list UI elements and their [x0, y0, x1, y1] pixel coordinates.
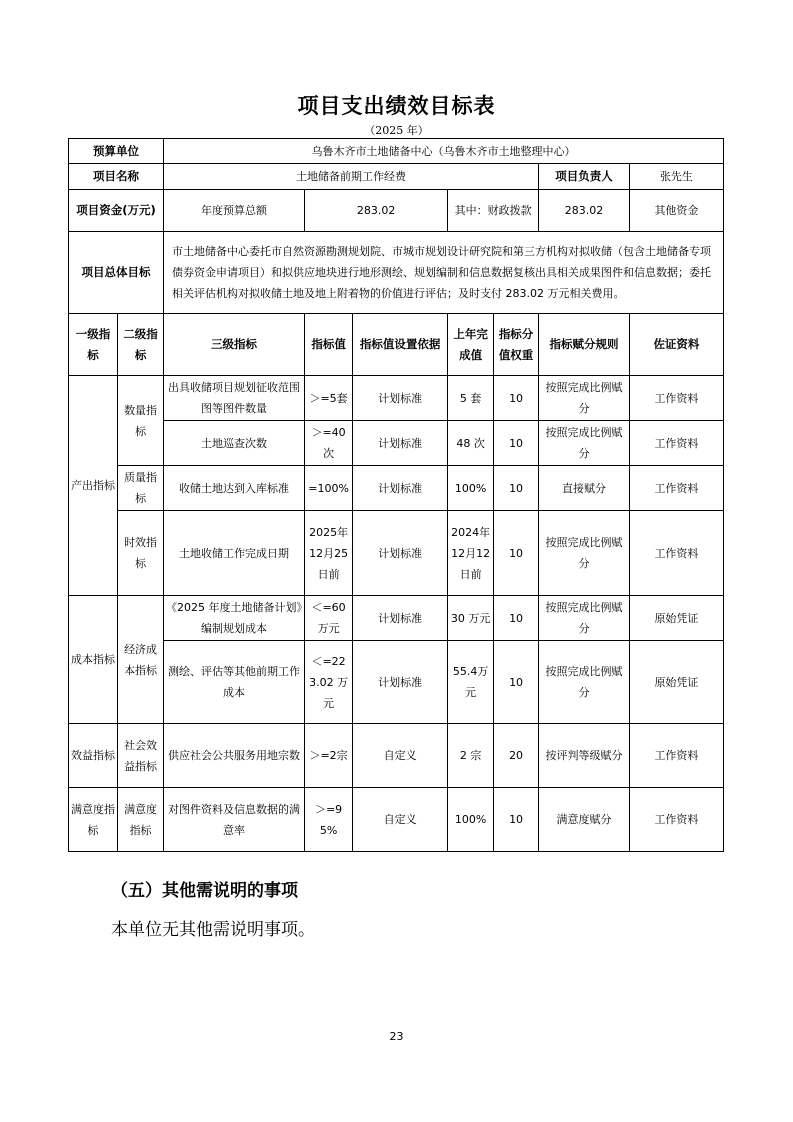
table-row: [69, 724, 724, 788]
indicator-value: =100%: [305, 466, 353, 511]
group-satisfaction: 满意度指标: [69, 788, 118, 852]
indicator-weight: 10: [494, 466, 539, 511]
indicator-rule: 满意度赋分: [539, 788, 630, 852]
indicator-value: ＞=95%: [305, 788, 353, 852]
group-satisfaction-sub: 满意度指标: [118, 788, 164, 852]
indicator-weight: 10: [494, 641, 539, 724]
col-level2: 二级指标: [118, 314, 164, 376]
col-rule: 指标赋分规则: [539, 314, 630, 376]
indicator-name: 出具收储项目规划征收范围图等图件数量: [164, 376, 305, 421]
indicator-weight: 10: [494, 788, 539, 852]
table-row: [69, 788, 724, 852]
indicator-weight: 10: [494, 376, 539, 421]
indicator-evidence: 工作资料: [629, 511, 723, 596]
column-header-row: [69, 314, 724, 376]
section-heading: （五）其他需说明的事项: [111, 881, 298, 901]
group-quantity: 数量指标: [118, 376, 164, 466]
indicator-name: 《2025 年度土地储备计划》编制规划成本: [164, 596, 305, 641]
indicator-name: 收储土地达到入库标准: [164, 466, 305, 511]
project-name-value: 土地储备前期工作经费: [164, 164, 539, 190]
indicator-value: ＞=5套: [305, 376, 353, 421]
annual-total-label: 年度预算总额: [164, 190, 305, 232]
indicator-basis: 自定义: [353, 788, 448, 852]
col-level1: 一级指标: [69, 314, 118, 376]
indicator-evidence: 工作资料: [629, 376, 723, 421]
indicator-basis: 计划标准: [353, 511, 448, 596]
indicator-rule: 按评判等级赋分: [539, 724, 630, 788]
table-row: [69, 596, 724, 641]
table-row: [69, 511, 724, 596]
indicator-last: 55.4万元: [448, 641, 494, 724]
indicator-rule: 按照完成比例赋分: [539, 511, 630, 596]
indicator-evidence: 工作资料: [629, 466, 723, 511]
indicator-value: ＞=40次: [305, 421, 353, 466]
indicator-weight: 20: [494, 724, 539, 788]
col-evidence: 佐证资料: [629, 314, 723, 376]
indicator-name: 土地巡查次数: [164, 421, 305, 466]
group-benefit: 效益指标: [69, 724, 118, 788]
col-value: 指标值: [305, 314, 353, 376]
indicator-last: 2024年12月12日前: [448, 511, 494, 596]
year-label: （2025 年）: [364, 124, 429, 137]
page-number: 23: [389, 1030, 404, 1043]
indicator-evidence: 工作资料: [629, 788, 723, 852]
table-row: [69, 376, 724, 421]
annual-total-value: 283.02: [305, 190, 448, 232]
col-level3: 三级指标: [164, 314, 305, 376]
overall-goal-label: 项目总体目标: [69, 232, 164, 314]
indicator-value: 2025年12月25日前: [305, 511, 353, 596]
indicator-basis: 计划标准: [353, 421, 448, 466]
project-lead-value: 张先生: [629, 164, 723, 190]
group-cost: 成本指标: [69, 596, 118, 724]
indicator-value: ＜=223.02 万元: [305, 641, 353, 724]
indicator-weight: 10: [494, 511, 539, 596]
indicator-evidence: 原始凭证: [629, 596, 723, 641]
page-title: 项目支出绩效目标表: [297, 94, 496, 118]
overall-goal-row: [69, 232, 724, 314]
funds-label: 项目资金(万元): [69, 190, 164, 232]
table-row: [69, 466, 724, 511]
indicator-last: 5 套: [448, 376, 494, 421]
indicator-rule: 按照完成比例赋分: [539, 421, 630, 466]
group-economic-cost: 经济成本指标: [118, 596, 164, 724]
col-basis: 指标值设置依据: [353, 314, 448, 376]
indicator-rule: 按照完成比例赋分: [539, 641, 630, 724]
indicator-name: 测绘、评估等其他前期工作成本: [164, 641, 305, 724]
indicator-value: ＞=2宗: [305, 724, 353, 788]
overall-goal-value: 市土地储备中心委托市自然资源勘测规划院、市城市规划设计研究院和第三方机构对拟收储（包含土地储备专项债券资金申请项目）和拟供应地块进行地形测绘、规划编制和信息数据复核出具相关成果图件和信息数据；委托相关评估机构对拟收储土地及地上附着物的价值进行评估；及时支付 283.02 万元相关费用。: [164, 232, 724, 314]
indicator-basis: 计划标准: [353, 641, 448, 724]
indicator-basis: 计划标准: [353, 376, 448, 421]
project-name-row: [69, 164, 724, 190]
budget-unit-value: 乌鲁木齐市土地储备中心（乌鲁木齐市土地整理中心）: [164, 139, 724, 164]
section-body: 本单位无其他需说明事项。: [111, 920, 315, 940]
indicator-name: 供应社会公共服务用地宗数: [164, 724, 305, 788]
fiscal-label: 其中：财政拨款: [448, 190, 539, 232]
group-quality: 质量指标: [118, 466, 164, 511]
group-social-benefit: 社会效益指标: [118, 724, 164, 788]
col-weight: 指标分值权重: [494, 314, 539, 376]
indicator-rule: 直接赋分: [539, 466, 630, 511]
performance-target-table: [68, 138, 724, 852]
table-row: [69, 421, 724, 466]
indicator-value: ＜=60万元: [305, 596, 353, 641]
indicator-rule: 按照完成比例赋分: [539, 596, 630, 641]
indicator-weight: 10: [494, 421, 539, 466]
col-last-year: 上年完成值: [448, 314, 494, 376]
indicator-last: 100%: [448, 788, 494, 852]
indicator-last: 48 次: [448, 421, 494, 466]
indicator-name: 对图件资料及信息数据的满意率: [164, 788, 305, 852]
other-funds-label: 其他资金: [629, 190, 723, 232]
funds-row: [69, 190, 724, 232]
table-row: [69, 641, 724, 724]
project-name-label: 项目名称: [69, 164, 164, 190]
indicator-evidence: 工作资料: [629, 421, 723, 466]
budget-unit-row: [69, 139, 724, 164]
indicator-last: 2 宗: [448, 724, 494, 788]
indicator-last: 100%: [448, 466, 494, 511]
indicator-evidence: 原始凭证: [629, 641, 723, 724]
indicator-rule: 按照完成比例赋分: [539, 376, 630, 421]
budget-unit-label: 预算单位: [69, 139, 164, 164]
indicator-evidence: 工作资料: [629, 724, 723, 788]
indicator-basis: 计划标准: [353, 466, 448, 511]
indicator-last: 30 万元: [448, 596, 494, 641]
group-timeliness: 时效指标: [118, 511, 164, 596]
indicator-weight: 10: [494, 596, 539, 641]
project-lead-label: 项目负责人: [539, 164, 630, 190]
indicator-basis: 自定义: [353, 724, 448, 788]
indicator-name: 土地收储工作完成日期: [164, 511, 305, 596]
fiscal-value: 283.02: [539, 190, 630, 232]
group-output: 产出指标: [69, 376, 118, 596]
indicator-basis: 计划标准: [353, 596, 448, 641]
